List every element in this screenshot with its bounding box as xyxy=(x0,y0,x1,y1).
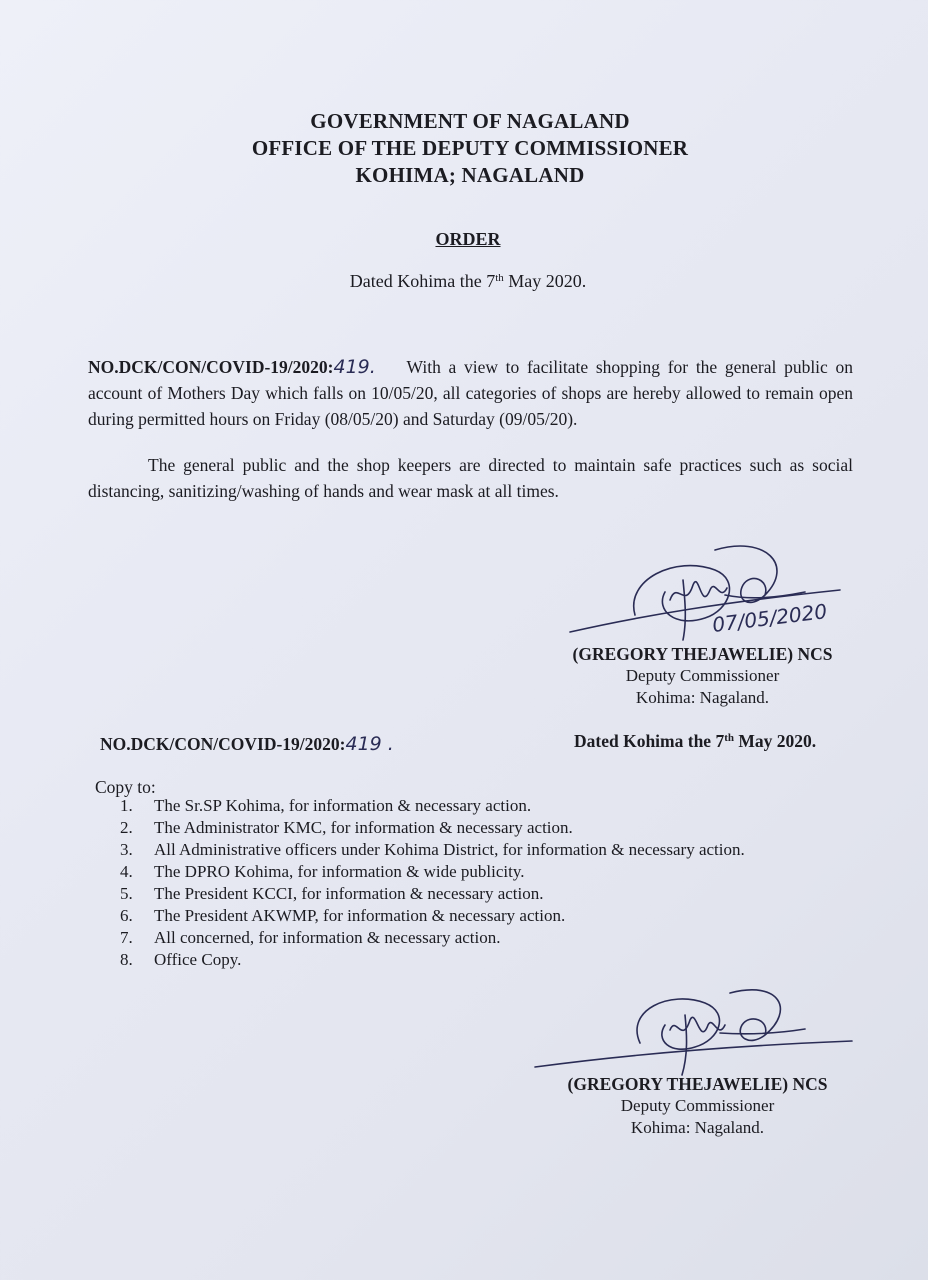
signatory-place: Kohima: Nagaland. xyxy=(630,1118,765,1137)
list-item-number: 8. xyxy=(120,950,133,969)
list-item-number: 2. xyxy=(120,818,133,837)
letterhead xyxy=(0,108,928,189)
list-item-number: 6. xyxy=(120,906,133,925)
list-item xyxy=(120,817,745,839)
list-item-text: The Sr.SP Kohima, for information & necessary action. xyxy=(154,796,532,815)
copy-handwritten-number: 419 . xyxy=(345,733,394,755)
copy-reference-number: NO.DCK/CON/COVID-19/2020: xyxy=(100,734,346,754)
list-item-number: 1. xyxy=(120,796,133,815)
list-item xyxy=(120,861,745,883)
signatory-title: Deputy Commissioner xyxy=(625,666,780,685)
list-item xyxy=(120,839,745,861)
list-item-text: The Administrator KMC, for information & necessary action. xyxy=(154,818,573,837)
copy-reference xyxy=(100,733,394,755)
list-item-text: The President AKWMP, for information & necessary action. xyxy=(154,906,566,925)
letterhead-office: OFFICE OF THE DEPUTY COMMISSIONER xyxy=(251,136,689,160)
order-reference-number: NO.DCK/CON/COVID-19/2020: xyxy=(88,357,334,377)
order-date-prefix: Dated Kohima the 7 xyxy=(349,271,496,291)
copy-date-prefix: Dated Kohima the 7 xyxy=(574,731,725,751)
list-item-text: All Administrative officers under Kohima District, for information & necessary action. xyxy=(154,840,745,859)
order-date-suffix: May 2020. xyxy=(503,271,587,291)
list-item-text: All concerned, for information & necessary action. xyxy=(154,928,501,947)
signature-2-icon xyxy=(530,985,860,1080)
list-item xyxy=(120,927,745,949)
list-item xyxy=(120,795,745,817)
copy-to-label: Copy to: xyxy=(95,777,156,797)
copy-date-suffix: May 2020. xyxy=(733,731,817,751)
order-date-suffix-ordinal: th xyxy=(495,272,504,284)
list-item-number: 7. xyxy=(120,928,133,947)
signatory-place: Kohima: Nagaland. xyxy=(635,688,770,707)
letterhead-location: KOHIMA; NAGALAND xyxy=(355,163,585,187)
copy-date xyxy=(574,731,816,752)
order-title: ORDER xyxy=(435,229,501,249)
copy-date-ordinal: th xyxy=(724,732,734,744)
letterhead-government: GOVERNMENT OF NAGALAND xyxy=(310,109,630,133)
list-item-text: The DPRO Kohima, for information & wide publicity. xyxy=(154,862,525,881)
order-paragraph-1-text: With a view to facilitate shopping for the general public on account of Mothers Day which falls on 10/05/20, all categories of shops are hereby allowed to remain open during permitted hours on Friday (08/05/20) and Saturday (09/05/20). xyxy=(88,357,853,429)
handwritten-order-number: 419. xyxy=(333,356,376,378)
list-item-text: Office Copy. xyxy=(154,950,242,969)
list-item-number: 4. xyxy=(120,862,133,881)
signatory-name: (GREGORY THEJAWELIE) NCS xyxy=(567,1074,828,1094)
signature-2-block xyxy=(550,1073,845,1139)
list-item xyxy=(120,883,745,905)
order-paragraph-1 xyxy=(88,354,853,432)
signature-1-handwritten-date: 07/05/2020 xyxy=(710,599,829,637)
list-item-number: 5. xyxy=(120,884,133,903)
order-paragraph-2: The general public and the shop keepers are directed to maintain safe practices such as social distancing, sanitizing/washing of hands and wear mask at all times. xyxy=(88,455,853,501)
list-item-number: 3. xyxy=(120,840,133,859)
list-item-text: The President KCCI, for information & necessary action. xyxy=(154,884,544,903)
list-item xyxy=(120,905,745,927)
order-date xyxy=(0,271,928,292)
signatory-name: (GREGORY THEJAWELIE) NCS xyxy=(572,644,833,664)
list-item xyxy=(120,949,745,971)
copy-to-list xyxy=(120,795,745,971)
signature-1-block xyxy=(550,643,855,709)
signature-1-icon xyxy=(565,540,855,650)
signatory-title: Deputy Commissioner xyxy=(620,1096,775,1115)
